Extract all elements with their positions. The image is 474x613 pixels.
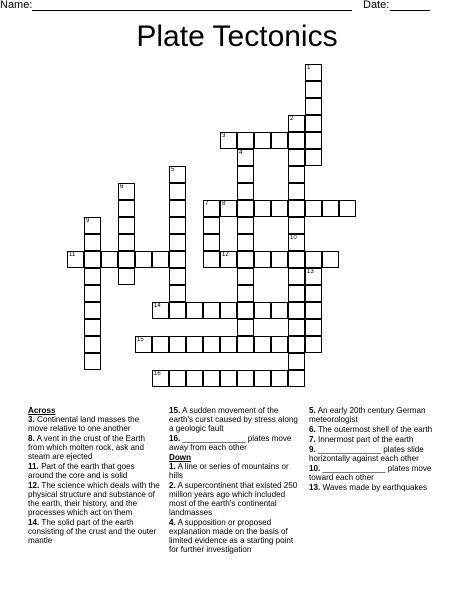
clue-text: ______________ plates move away from each other <box>169 434 292 452</box>
clue-number-label: 3. <box>28 415 35 424</box>
grid-cell[interactable] <box>203 336 220 353</box>
clue-number: 6 <box>120 184 124 190</box>
clue-item <box>28 434 160 461</box>
grid-cell[interactable] <box>305 149 322 166</box>
grid-cell[interactable] <box>118 251 135 268</box>
grid-cell[interactable] <box>305 336 322 353</box>
clue-number: 1 <box>307 65 311 71</box>
grid-cell[interactable] <box>118 268 135 285</box>
grid-cell[interactable] <box>169 285 186 302</box>
page-title: Plate Tectonics <box>136 20 338 53</box>
clue-number: 7 <box>205 201 209 207</box>
clue-number-label: 8. <box>28 434 35 443</box>
clue-number: 2 <box>290 116 294 122</box>
grid-cell[interactable] <box>220 200 237 217</box>
clue-number: 11 <box>69 252 76 258</box>
clue-number-label: 16. <box>169 434 181 443</box>
grid-cell[interactable] <box>271 370 288 387</box>
grid-cell[interactable] <box>237 166 254 183</box>
grid-cell[interactable] <box>271 302 288 319</box>
clue-number: 12 <box>222 252 229 258</box>
grid-cell[interactable] <box>186 370 203 387</box>
grid-cell[interactable] <box>220 336 237 353</box>
clue-item <box>169 434 301 452</box>
clue-text: A supposition or proposed explanation made on the basis of limited evidence as a starting point for further investigation <box>169 518 294 554</box>
clue-number: 3 <box>222 133 226 139</box>
grid-cell[interactable] <box>237 336 254 353</box>
grid-cell[interactable] <box>186 302 203 319</box>
date-label: Date: <box>363 0 390 11</box>
clues-column-2 <box>169 406 301 555</box>
clue-number-label: 1. <box>169 462 176 471</box>
grid-cell[interactable] <box>237 217 254 234</box>
grid-cell[interactable] <box>288 234 305 251</box>
grid-cell[interactable] <box>237 149 254 166</box>
clue-item <box>169 406 301 433</box>
clue-number: 8 <box>222 201 226 207</box>
grid-cell[interactable] <box>305 268 322 285</box>
grid-cell[interactable] <box>339 200 356 217</box>
grid-cell[interactable] <box>305 132 322 149</box>
grid-cell[interactable] <box>220 370 237 387</box>
clue-item <box>309 406 449 424</box>
grid-cell[interactable] <box>288 149 305 166</box>
clue-item <box>309 445 449 463</box>
grid-cell[interactable] <box>305 200 322 217</box>
clue-text: The outermost shell of the earth <box>317 425 433 434</box>
clue-number-label: 11. <box>28 462 39 471</box>
clue-item <box>169 518 301 554</box>
grid-cell[interactable] <box>237 251 254 268</box>
grid-cell[interactable] <box>169 251 186 268</box>
grid-cell[interactable] <box>169 370 186 387</box>
grid-cell[interactable] <box>237 370 254 387</box>
grid-cell[interactable] <box>237 268 254 285</box>
down-heading: Down <box>169 453 192 462</box>
grid-cell[interactable] <box>288 183 305 200</box>
clue-number-label: 2. <box>169 481 176 490</box>
grid-cell[interactable] <box>288 370 305 387</box>
grid-cell[interactable] <box>135 336 152 353</box>
clue-number-label: 14. <box>28 518 40 527</box>
clue-text: ______________ plates slide horizontally against each other <box>309 445 424 463</box>
clue-item <box>309 464 449 482</box>
grid-cell[interactable] <box>169 166 186 183</box>
grid-cell[interactable] <box>237 200 254 217</box>
grid-cell[interactable] <box>169 268 186 285</box>
clue-number-label: 9. <box>309 445 316 454</box>
grid-cell[interactable] <box>84 251 101 268</box>
grid-cell[interactable] <box>288 217 305 234</box>
clue-item <box>169 481 301 517</box>
grid-cell[interactable] <box>305 302 322 319</box>
grid-cell[interactable] <box>305 285 322 302</box>
grid-cell[interactable] <box>237 234 254 251</box>
clue-number: 14 <box>154 303 161 309</box>
grid-cell[interactable] <box>220 302 237 319</box>
grid-cell[interactable] <box>169 183 186 200</box>
grid-cell[interactable] <box>288 251 305 268</box>
grid-cell[interactable] <box>203 370 220 387</box>
clue-number: 15 <box>137 337 144 343</box>
grid-cell[interactable] <box>271 132 288 149</box>
grid-cell[interactable] <box>186 336 203 353</box>
name-label: Name: <box>0 0 33 11</box>
grid-cell[interactable] <box>254 132 271 149</box>
grid-cell[interactable] <box>288 285 305 302</box>
grid-cell[interactable] <box>288 268 305 285</box>
clue-number: 5 <box>171 167 175 173</box>
grid-cell[interactable] <box>288 319 305 336</box>
clue-number-label: 4. <box>169 518 176 527</box>
grid-cell[interactable] <box>305 81 322 98</box>
grid-cell[interactable] <box>237 285 254 302</box>
grid-cell[interactable] <box>305 115 322 132</box>
clue-number: 16 <box>154 371 161 377</box>
grid-cell[interactable] <box>271 336 288 353</box>
grid-cell[interactable] <box>220 251 237 268</box>
clue-text: A sudden movement of the earth's curst caused by stress along a geologic fault <box>169 406 298 433</box>
grid-cell[interactable] <box>288 132 305 149</box>
grid-cell[interactable] <box>118 234 135 251</box>
grid-cell[interactable] <box>67 251 84 268</box>
grid-cell[interactable] <box>84 234 101 251</box>
clue-item <box>309 483 449 492</box>
grid-cell[interactable] <box>254 336 271 353</box>
grid-cell[interactable] <box>305 251 322 268</box>
grid-cell[interactable] <box>152 302 169 319</box>
grid-cell[interactable] <box>203 234 220 251</box>
clue-text: Waves made by earthquakes <box>322 483 428 492</box>
grid-cell[interactable] <box>118 200 135 217</box>
clue-item <box>28 462 160 480</box>
grid-cell[interactable] <box>169 302 186 319</box>
grid-cell[interactable] <box>169 234 186 251</box>
grid-cell[interactable] <box>135 251 152 268</box>
clue-number-label: 6. <box>309 425 316 434</box>
clue-text: A line or series of mountains or hills <box>169 462 289 480</box>
clue-number: 4 <box>239 150 243 156</box>
grid-cell[interactable] <box>322 251 339 268</box>
grid-cell[interactable] <box>220 132 237 149</box>
clue-text: Part of the earth that goes around the core and is solid <box>28 462 135 480</box>
grid-cell[interactable] <box>203 217 220 234</box>
grid-cell[interactable] <box>203 302 220 319</box>
grid-cell[interactable] <box>288 336 305 353</box>
date-line[interactable] <box>390 10 430 11</box>
grid-cell[interactable] <box>169 217 186 234</box>
grid-cell[interactable] <box>152 251 169 268</box>
grid-cell[interactable] <box>84 268 101 285</box>
grid-cell[interactable] <box>254 302 271 319</box>
grid-cell[interactable] <box>152 370 169 387</box>
clues-column-3 <box>309 406 449 493</box>
clue-text: ______________ plates move toward each other <box>309 464 432 482</box>
grid-cell[interactable] <box>254 370 271 387</box>
clue-number-label: 10. <box>309 464 321 473</box>
grid-cell[interactable] <box>254 200 271 217</box>
clue-number-label: 12. <box>28 481 40 490</box>
grid-cell[interactable] <box>84 217 101 234</box>
grid-cell[interactable] <box>288 166 305 183</box>
grid-cell[interactable] <box>118 183 135 200</box>
clue-number-label: 7. <box>309 435 316 444</box>
grid-cell[interactable] <box>305 98 322 115</box>
across-heading: Across <box>28 406 56 415</box>
grid-cell[interactable] <box>288 115 305 132</box>
clue-item <box>169 462 301 480</box>
grid-cell[interactable] <box>203 251 220 268</box>
grid-cell[interactable] <box>237 319 254 336</box>
clue-text: Innermost part of the earth <box>318 435 414 444</box>
grid-cell[interactable] <box>169 336 186 353</box>
grid-cell[interactable] <box>84 302 101 319</box>
clue-text: The science which deals with the physical structure and substance of the earth, their history, and the processes which act on them <box>28 481 160 517</box>
grid-cell[interactable] <box>84 353 101 370</box>
grid-cell[interactable] <box>101 251 118 268</box>
grid-cell[interactable] <box>152 336 169 353</box>
grid-cell[interactable] <box>288 353 305 370</box>
clues-column-1 <box>28 406 160 546</box>
grid-cell[interactable] <box>169 200 186 217</box>
grid-cell[interactable] <box>118 217 135 234</box>
clue-number-label: 15. <box>169 406 181 415</box>
grid-cell[interactable] <box>237 302 254 319</box>
clue-number: 9 <box>86 218 90 224</box>
clue-number-label: 5. <box>309 406 316 415</box>
clue-item <box>309 435 449 444</box>
clue-number: 10 <box>290 235 297 241</box>
clue-number: 13 <box>307 269 314 275</box>
grid-cell[interactable] <box>84 336 101 353</box>
name-line[interactable] <box>32 10 352 11</box>
grid-cell[interactable] <box>288 302 305 319</box>
clue-item <box>28 481 160 517</box>
clue-text: Continental land masses the move relative to one another <box>28 415 140 433</box>
grid-cell[interactable] <box>254 251 271 268</box>
grid-cell[interactable] <box>237 183 254 200</box>
clue-item <box>309 425 449 434</box>
grid-cell[interactable] <box>84 285 101 302</box>
grid-cell[interactable] <box>203 200 220 217</box>
clue-item <box>28 415 160 433</box>
clue-item <box>28 518 160 545</box>
clue-text: A vent in the crust of the Earth from which molten rock, ask and steam are ejected <box>28 434 146 461</box>
grid-cell[interactable] <box>322 200 339 217</box>
clue-number-label: 13. <box>309 483 321 492</box>
clue-text: A supercontinent that existed 250 million years ago which included most of the earth's continental landmasses <box>169 481 298 517</box>
clue-text: The solid part of the earth consisting of the crust and the outer mantle <box>28 518 157 545</box>
grid-cell[interactable] <box>305 64 322 81</box>
grid-cell[interactable] <box>305 319 322 336</box>
grid-cell[interactable] <box>271 200 288 217</box>
grid-cell[interactable] <box>84 319 101 336</box>
grid-cell[interactable] <box>237 132 254 149</box>
grid-cell[interactable] <box>271 251 288 268</box>
clue-text: An early 20th century German meteorologist <box>309 406 426 424</box>
grid-cell[interactable] <box>288 200 305 217</box>
